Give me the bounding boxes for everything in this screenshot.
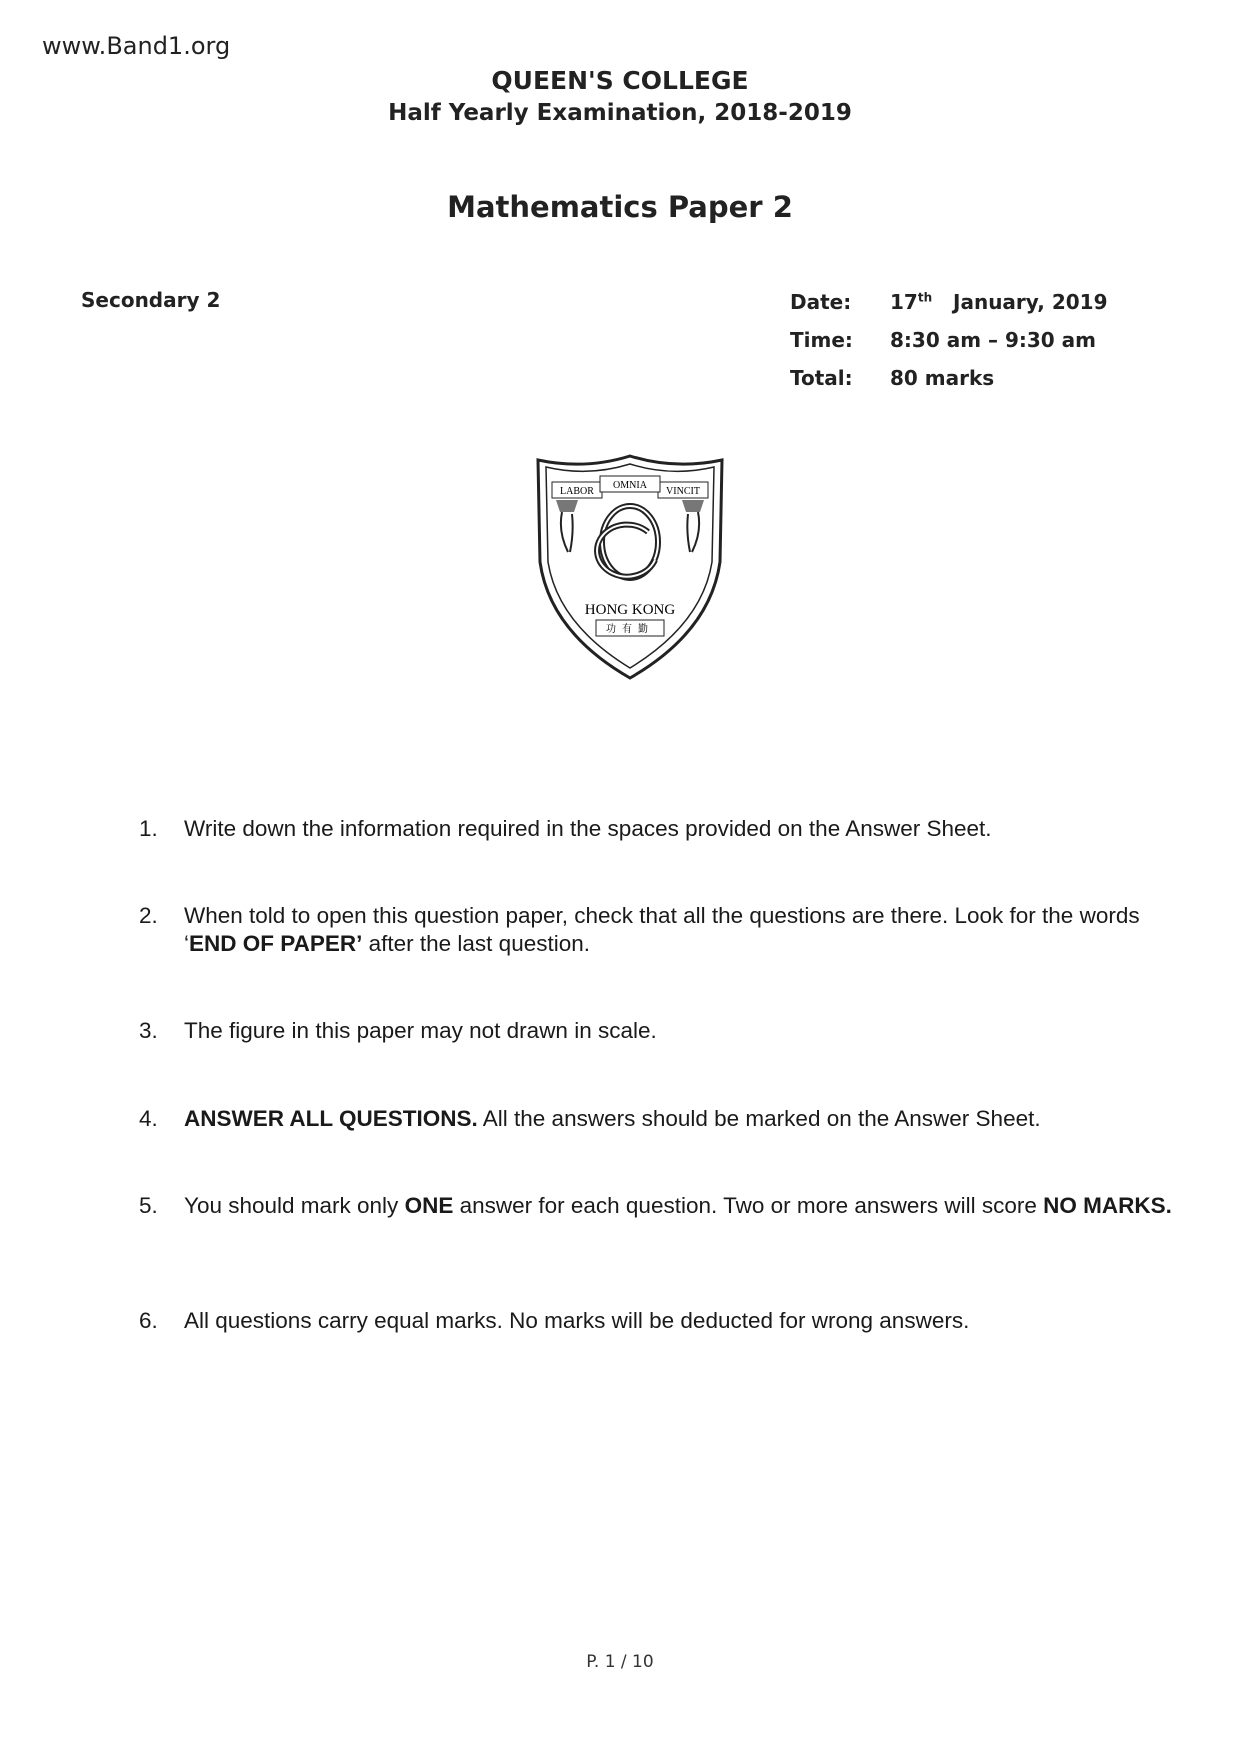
date-value	[890, 290, 1108, 314]
total-value: 80 marks	[890, 366, 995, 390]
watermark-url: www.Band1.org	[42, 32, 231, 60]
date-row	[790, 290, 1108, 314]
instruction-number: 2.	[139, 903, 158, 928]
instruction-text-part: NO MARKS.	[1043, 1193, 1172, 1218]
date-suffix: th	[917, 290, 933, 305]
date-month-year: January, 2019	[953, 290, 1108, 314]
school-name: QUEEN'S COLLEGE	[491, 66, 749, 95]
crest-motto-2: OMNIA	[613, 480, 647, 491]
instruction-number: 6.	[139, 1308, 158, 1333]
crest-chinese: 功有勤	[606, 624, 654, 635]
school-crest-logo	[530, 452, 730, 682]
date-label: Date:	[790, 290, 852, 314]
instruction-item	[139, 1307, 1179, 1335]
instruction-text-part: When told to open this question paper, check that all the questions are there. Look for the words ‘	[184, 903, 1140, 956]
instruction-text-part: Write down the information required in the spaces provided on the Answer Sheet.	[184, 816, 992, 841]
time-label: Time:	[790, 328, 853, 352]
instruction-text-part: You should mark only	[184, 1193, 405, 1218]
time-row	[790, 328, 1096, 352]
instruction-item	[139, 902, 1179, 958]
instruction-text	[184, 815, 992, 843]
class-level: Secondary 2	[81, 288, 221, 312]
instruction-text-part: END OF PAPER’	[189, 931, 363, 956]
instruction-text	[184, 1307, 969, 1335]
instruction-text-part: ONE	[404, 1193, 454, 1218]
instruction-text-part: answer for each question. Two or more answers will score	[453, 1193, 1044, 1218]
date-day: 17	[890, 290, 918, 314]
instruction-text	[184, 1017, 657, 1045]
instruction-text-part: The figure in this paper may not drawn in scale.	[184, 1018, 657, 1043]
exam-title: Half Yearly Examination, 2018-2019	[388, 100, 852, 126]
total-label: Total:	[790, 366, 853, 390]
crest-motto-3: VINCIT	[666, 486, 700, 497]
crest-place: HONG KONG	[584, 602, 676, 618]
instruction-number: 5.	[139, 1193, 158, 1218]
paper-title: Mathematics Paper 2	[447, 190, 793, 224]
instruction-number: 3.	[139, 1018, 158, 1043]
instruction-item	[139, 1017, 1179, 1045]
page-number: P. 1 / 10	[586, 1652, 654, 1672]
instruction-text-part: All questions carry equal marks. No marks will be deducted for wrong answers.	[184, 1308, 970, 1333]
instruction-text-part: All the answers should be marked on the Answer Sheet.	[477, 1106, 1041, 1131]
instruction-item	[139, 1105, 1179, 1133]
crest-motto-1: LABOR	[560, 486, 594, 497]
instruction-text-part: ANSWER ALL QUESTIONS.	[184, 1106, 478, 1131]
instruction-item	[139, 1192, 1179, 1220]
instruction-item	[139, 815, 1179, 843]
instruction-text	[184, 1192, 1172, 1220]
instruction-text	[184, 902, 1179, 958]
instruction-text-part: after the last question.	[362, 931, 590, 956]
instruction-text	[184, 1105, 1041, 1133]
instruction-number: 1.	[139, 816, 158, 841]
time-value: 8:30 am – 9:30 am	[890, 328, 1097, 352]
total-row	[790, 366, 994, 390]
instruction-number: 4.	[139, 1106, 158, 1131]
